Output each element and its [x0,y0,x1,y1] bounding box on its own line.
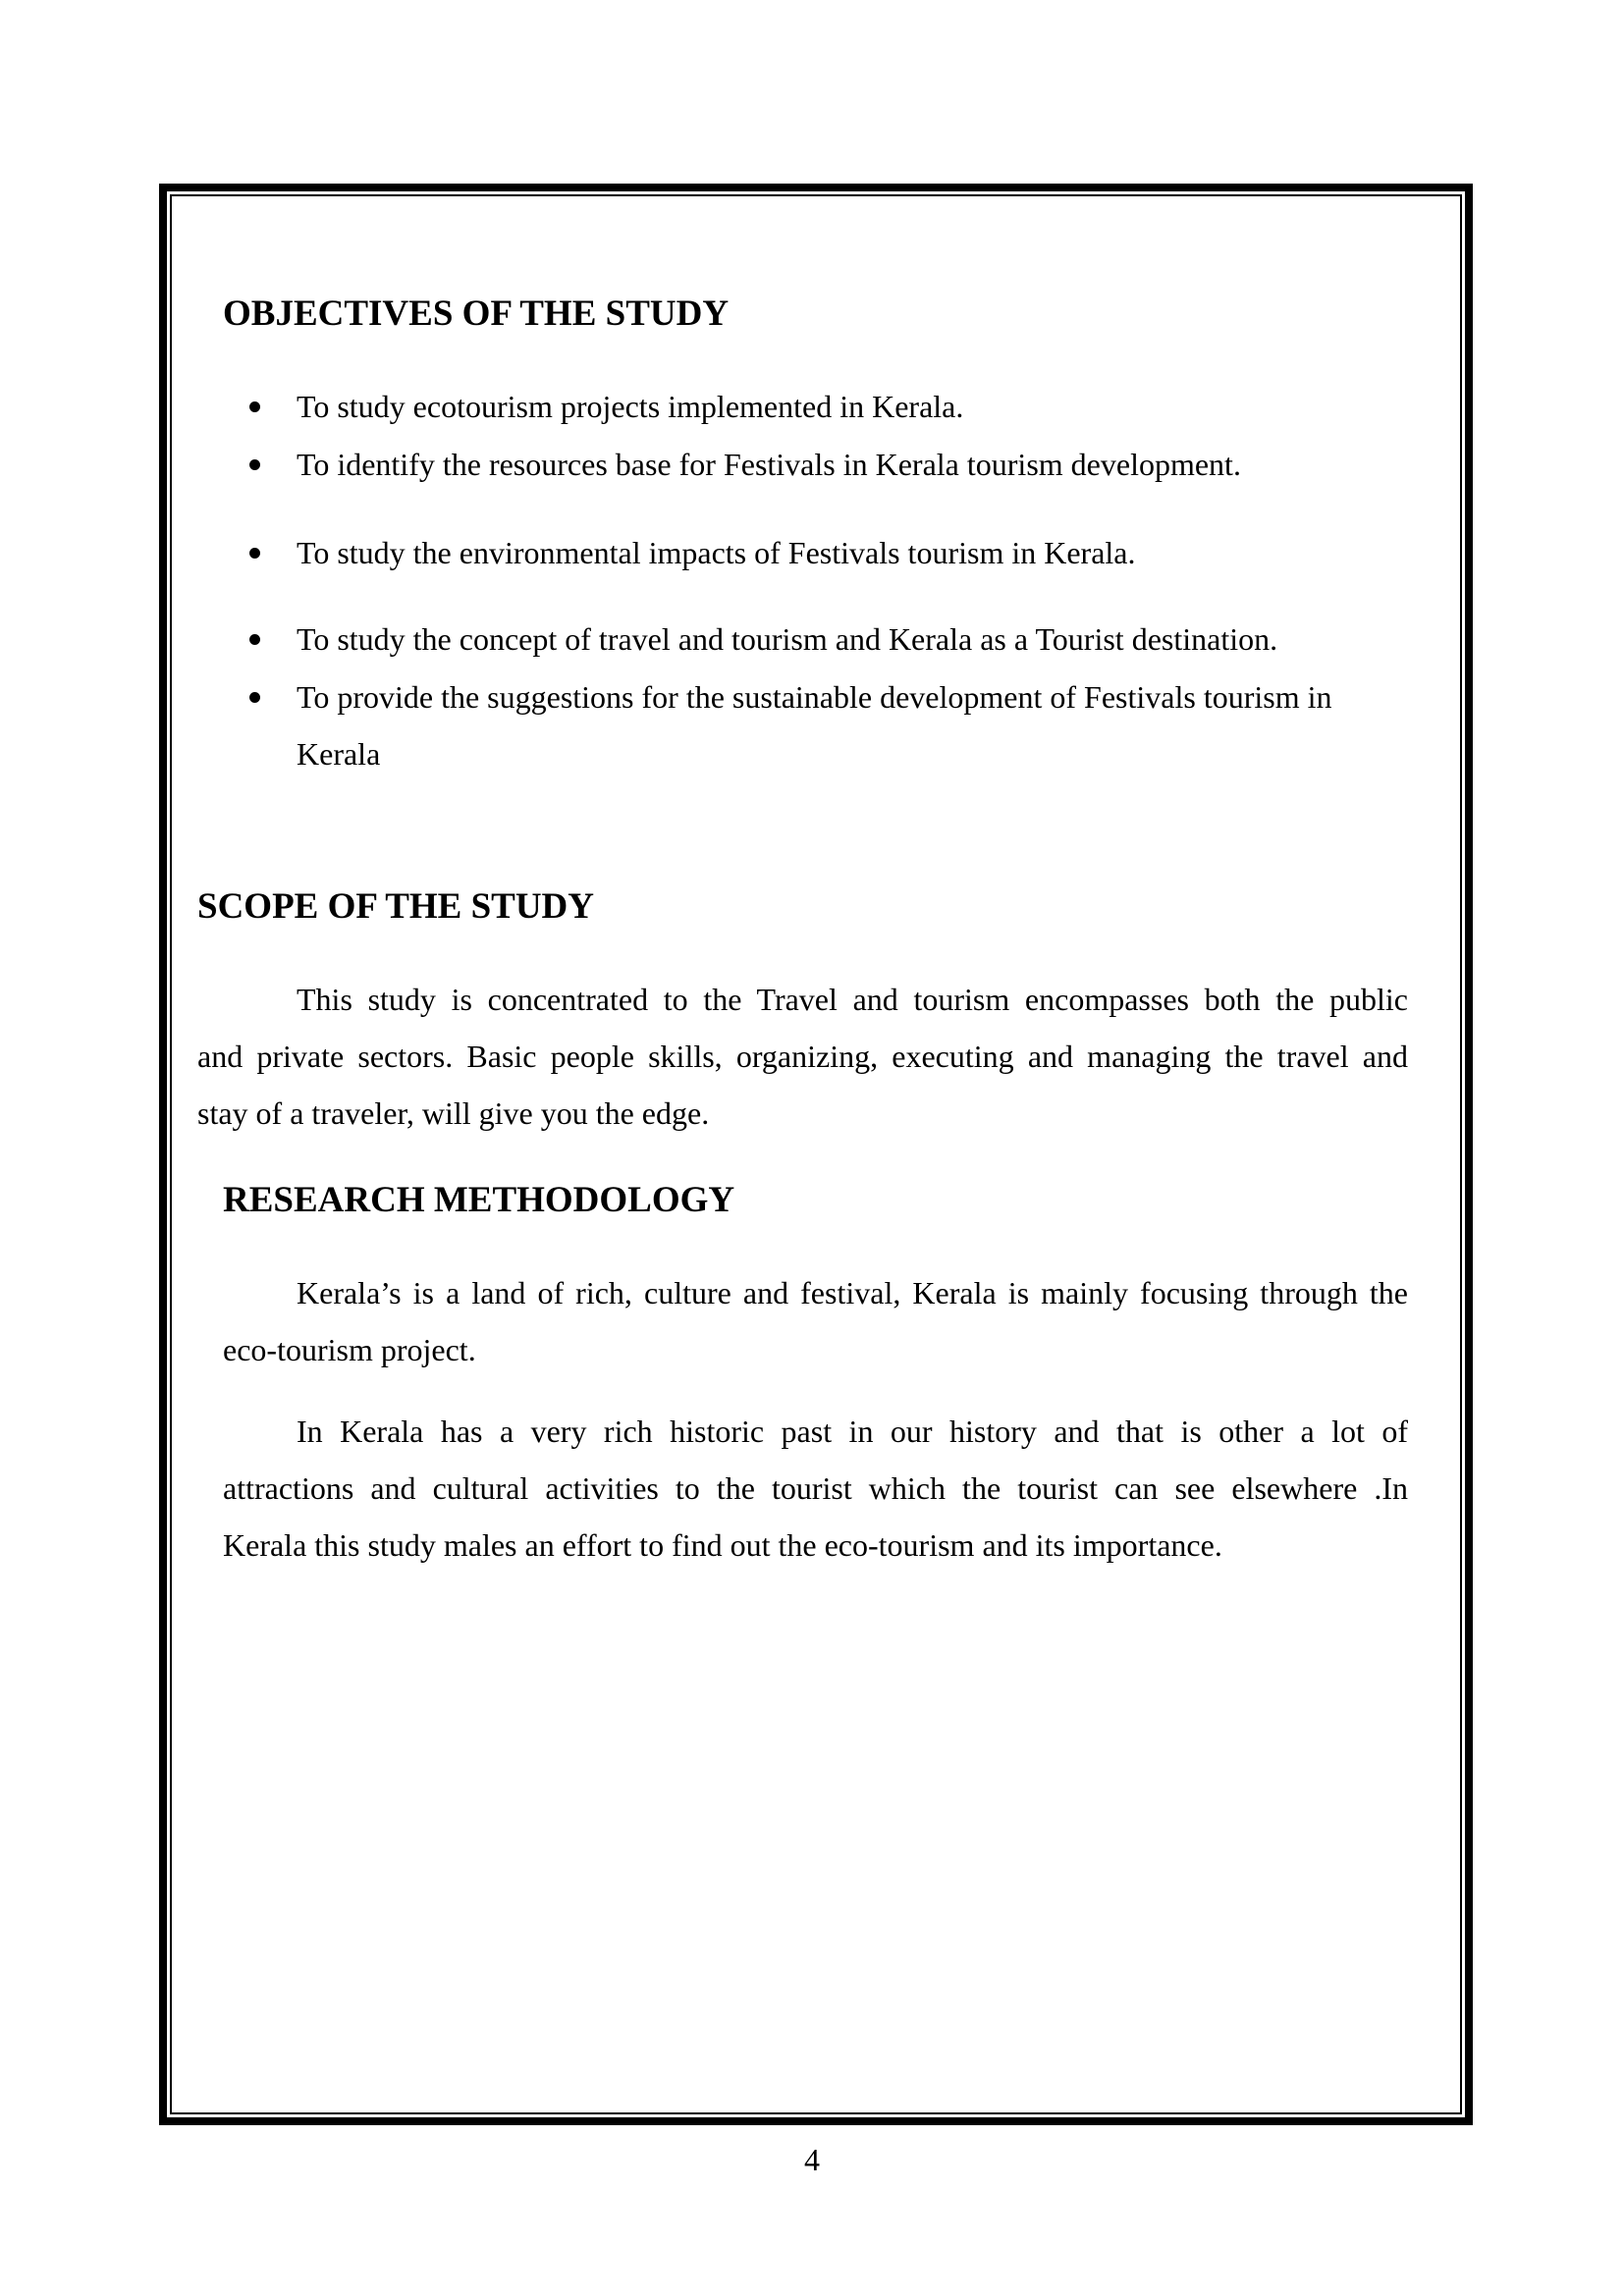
bullet-icon [249,548,260,559]
list-item-text: To study ecotourism projects implemented in Kerala. [297,389,964,424]
methodology-line: In Kerala has a very rich historic past in our history and that is other a lot of [297,1414,1408,1449]
list-item [0,619,1624,659]
bullet-icon [249,692,260,703]
list-item-text: To identify the resources base for Festivals in Kerala tourism development. [297,447,1241,482]
list-item [0,445,1624,484]
page-number: 4 [804,2142,820,2177]
list-item [0,677,1624,717]
objectives-heading: OBJECTIVES OF THE STUDY [223,294,730,334]
methodology-line: eco-tourism project. [223,1332,476,1367]
list-item [0,533,1624,572]
scope-line: and private sectors. Basic people skills, organizing, executing and managing the travel and [197,1039,1408,1074]
bullet-icon [249,634,260,645]
scope-line: stay of a traveler, will give you the edge. [197,1095,710,1131]
methodology-line: Kerala’s is a land of rich, culture and festival, Kerala is mainly focusing through the [297,1275,1408,1310]
methodology-line: attractions and cultural activities to the tourist which the tourist can see elsewhere .In [223,1470,1408,1506]
scope-line: This study is concentrated to the Travel and tourism encompasses both the public [297,982,1408,1017]
list-item-continuation [0,734,1624,774]
list-item-text: To study the environmental impacts of Festivals tourism in Kerala. [297,535,1136,570]
scope-heading: SCOPE OF THE STUDY [197,886,595,927]
list-item-text: To study the concept of travel and tourism and Kerala as a Tourist destination. [297,621,1278,657]
list-item-text: To provide the suggestions for the sustainable development of Festivals tourism in [297,679,1332,715]
bullet-icon [249,401,260,412]
methodology-line: Kerala this study males an effort to find out the eco-tourism and its importance. [223,1527,1222,1563]
list-item-text: Kerala [297,736,381,772]
bullet-icon [249,459,260,470]
list-item [0,387,1624,426]
methodology-heading: RESEARCH METHODOLOGY [223,1180,735,1220]
